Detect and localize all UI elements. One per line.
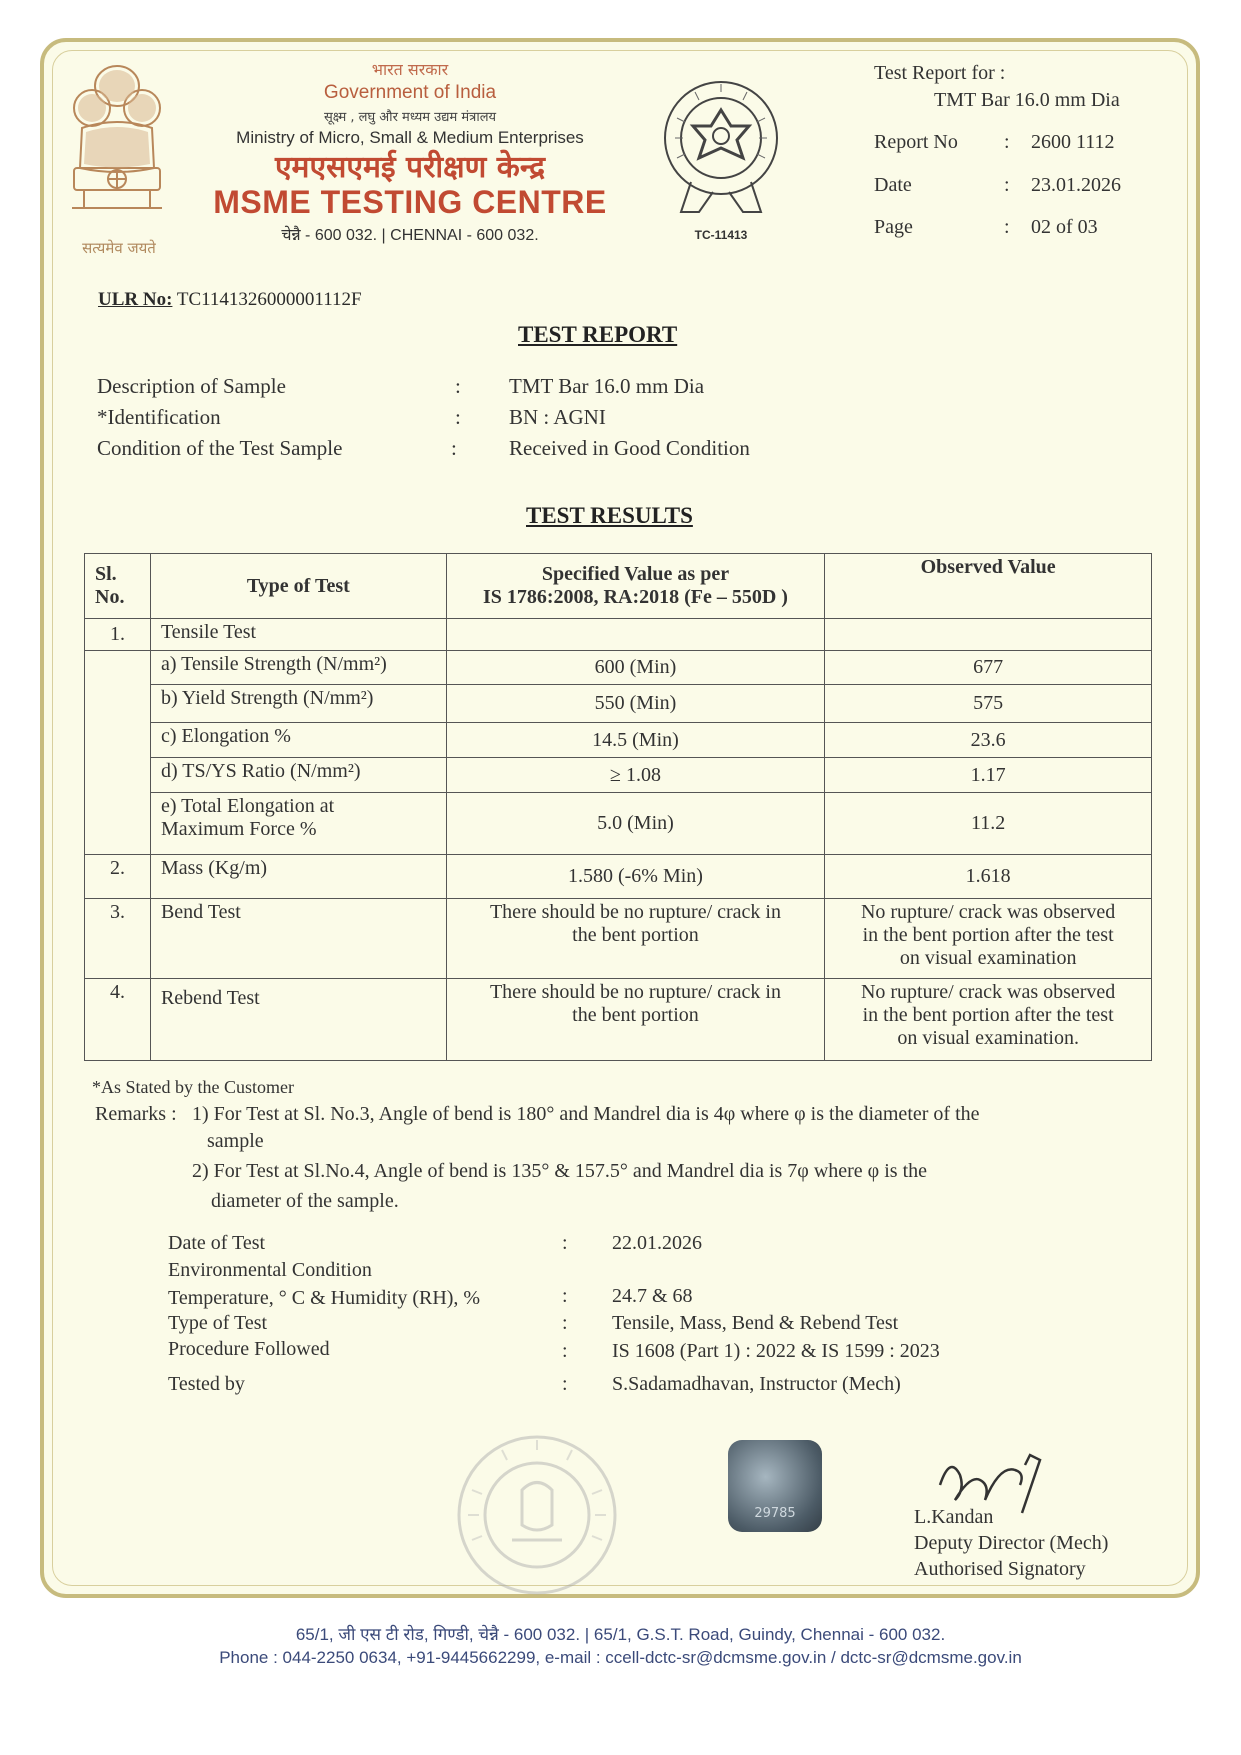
cell-observed [825, 619, 1152, 651]
cell-sl: 4. [85, 979, 151, 1061]
cell-spec-line1: There should be no rupture/ crack in [489, 981, 781, 1003]
cell-type: d) TS/YS Ratio (N/mm²) [150, 758, 446, 793]
table-row [85, 651, 1152, 685]
table-row [85, 899, 1152, 979]
detail-value-type: Tensile, Mass, Bend & Rebend Test [612, 1312, 899, 1334]
table-row [85, 619, 1152, 651]
cell-spec-line2: the bent portion [572, 924, 699, 946]
test-report-title: TEST REPORT [518, 322, 678, 347]
test-report-for-label: Test Report for : [874, 62, 1006, 84]
detail-value-date: 22.01.2026 [612, 1232, 702, 1254]
cell-obs-line2: in the bent portion after the test [862, 1004, 1114, 1026]
detail-label-temperature: Temperature, ° C & Humidity (RH), % [168, 1287, 481, 1309]
cell-spec-line2: the bent portion [572, 1004, 699, 1026]
date-colon: : [1004, 174, 1010, 196]
cell-spec-line1: There should be no rupture/ crack in [489, 901, 781, 923]
header-specified-value [446, 554, 825, 619]
table-row [85, 758, 1152, 793]
national-emblem-icon [62, 58, 172, 216]
seal-code: TC-11413 [694, 228, 748, 242]
detail-colon: : [562, 1312, 568, 1334]
centre-hindi: एमएसएमई परीक्षण केन्द्र [274, 150, 546, 185]
signatory-designation: Deputy Director (Mech) [914, 1532, 1109, 1554]
remark-2-line1: 2) For Test at Sl.No.4, Angle of bend is 135° & 157.5° and Mandrel dia is 7φ where φ is the [192, 1160, 927, 1182]
cell-type: Tensile Test [150, 619, 446, 651]
cell-obs-line3: on visual examination [899, 947, 1077, 969]
cell-spec [446, 899, 825, 979]
cell-type: Bend Test [150, 899, 446, 979]
header-spec-line2: IS 1786:2008, RA:2018 (Fe – 550D ) [482, 586, 788, 608]
detail-label-environment: Environmental Condition [168, 1259, 372, 1281]
emblem-motto: सत्यमेव जयते [82, 239, 156, 257]
header-type-of-test: Type of Test [150, 554, 446, 619]
footer-address: 65/1, जी एस टी रोड, गिण्डी, चेन्नै - 600 032. | 65/1, G.S.T. Road, Guindy, Chennai - 600 032. [295, 1625, 946, 1644]
ministry-hindi: सूक्ष्म , लघु और मध्यम उद्यम मंत्रालय [323, 110, 497, 125]
detail-value-tested-by: S.Sadamadhavan, Instructor (Mech) [612, 1373, 901, 1395]
page-colon: : [1004, 216, 1010, 238]
cell-type-line1: e) Total Elongation at [160, 795, 335, 817]
detail-colon: : [562, 1285, 568, 1307]
detail-colon: : [562, 1373, 568, 1395]
cell-type: c) Elongation % [150, 723, 446, 758]
cell-type: a) Tensile Strength (N/mm²) [150, 651, 446, 685]
cell-spec: ≥ 1.08 [446, 758, 825, 793]
cell-spec: 600 (Min) [446, 651, 825, 685]
date-value: 23.01.2026 [1031, 174, 1121, 196]
sample-label-identification: *Identification [97, 405, 221, 429]
table-row [85, 685, 1152, 723]
cell-spec: 14.5 (Min) [446, 723, 825, 758]
detail-label-type: Type of Test [168, 1312, 268, 1334]
hologram-number: 29785 [754, 1506, 796, 1521]
cell-obs-line3: on visual examination. [897, 1027, 1079, 1049]
test-results-title: TEST RESULTS [526, 503, 693, 528]
detail-value-procedure: IS 1608 (Part 1) : 2022 & IS 1599 : 2023 [612, 1340, 940, 1362]
cell-obs-line1: No rupture/ crack was observed [860, 901, 1116, 923]
report-no-value: 2600 1112 [1031, 131, 1115, 153]
signatory-name: L.Kandan [914, 1506, 994, 1528]
gov-english: Government of India [323, 82, 497, 103]
centre-address: चेन्नै - 600 032. | CHENNAI - 600 032. [281, 227, 539, 244]
remarks-label: Remarks : [95, 1103, 177, 1125]
sample-value-identification: BN : AGNI [509, 405, 606, 429]
centre-english: MSME TESTING CENTRE [213, 184, 607, 220]
cell-spec: 1.580 (-6% Min) [446, 855, 825, 899]
cell-spec [446, 979, 825, 1061]
sample-value-description: TMT Bar 16.0 mm Dia [509, 374, 705, 398]
cell-observed: 677 [825, 651, 1152, 685]
remark-1-line1: 1) For Test at Sl. No.3, Angle of bend is 180° and Mandrel dia is 4φ where φ is the diameter of the [192, 1103, 980, 1125]
test-results-table [84, 553, 1152, 1061]
header-sl-no [85, 554, 151, 619]
signatory-role: Authorised Signatory [914, 1558, 1086, 1580]
cell-spec: 550 (Min) [446, 685, 825, 723]
report-no-colon: : [1004, 131, 1010, 153]
ulr-label: ULR No: [98, 289, 173, 310]
cell-observed [825, 899, 1152, 979]
ulr-value: TC1141326000001112F [176, 289, 362, 310]
cell-observed [825, 979, 1152, 1061]
remark-2-line2: diameter of the sample. [211, 1190, 399, 1212]
cell-sl: 3. [85, 899, 151, 979]
cell-observed: 1.618 [825, 855, 1152, 899]
table-header-row [85, 554, 1152, 619]
cell-spec [446, 619, 825, 651]
cell-sl: 1. [85, 619, 151, 651]
sample-value-condition: Received in Good Condition [509, 436, 750, 460]
cell-sl [85, 651, 151, 855]
table-row [85, 855, 1152, 899]
cell-observed: 11.2 [825, 793, 1152, 855]
page-value: 02 of 03 [1031, 216, 1098, 238]
cell-observed: 1.17 [825, 758, 1152, 793]
sample-colon: : [455, 405, 461, 429]
cell-observed: 575 [825, 685, 1152, 723]
detail-value-temperature: 24.7 & 68 [612, 1285, 693, 1307]
detail-label-date: Date of Test [168, 1232, 266, 1254]
detail-colon: : [562, 1340, 568, 1362]
sample-colon: : [455, 374, 461, 398]
gov-hindi: भारत सरकार [371, 60, 449, 79]
cell-sl: 2. [85, 855, 151, 899]
office-stamp-icon [452, 1430, 622, 1600]
cell-type: b) Yield Strength (N/mm²) [150, 685, 446, 723]
cell-type-line2: Maximum Force % [160, 818, 317, 840]
ministry-english: Ministry of Micro, Small & Medium Enterprises [236, 128, 584, 147]
table-row [85, 723, 1152, 758]
header-sl-line2: No. [95, 586, 125, 608]
table-row [85, 979, 1152, 1061]
report-no-label: Report No [874, 131, 958, 153]
detail-label-procedure: Procedure Followed [168, 1338, 330, 1360]
sample-label-condition: Condition of the Test Sample [97, 436, 343, 460]
date-label: Date [874, 174, 912, 196]
footnote: *As Stated by the Customer [92, 1077, 294, 1097]
cell-spec: 5.0 (Min) [446, 793, 825, 855]
cell-type: Mass (Kg/m) [150, 855, 446, 899]
detail-colon: : [562, 1232, 568, 1254]
cell-obs-line2: in the bent portion after the test [862, 924, 1114, 946]
header-sl-line1: Sl. [95, 563, 117, 585]
accreditation-seal-icon [655, 78, 787, 220]
test-report-for-value: TMT Bar 16.0 mm Dia [934, 89, 1120, 111]
cell-type [150, 793, 446, 855]
sample-colon: : [451, 436, 457, 460]
remark-1-line2: sample [207, 1130, 264, 1152]
header-observed-value: Observed Value [825, 554, 1152, 619]
page-label: Page [874, 216, 913, 238]
footer-contact: Phone : 044-2250 0634, +91-9445662299, e-mail : ccell-dctc-sr@dcmsme.gov.in / dctc-sr@dcmsme.gov.in [219, 1648, 1022, 1667]
detail-label-tested-by: Tested by [168, 1373, 245, 1395]
signature-icon [930, 1445, 1050, 1515]
cell-observed: 23.6 [825, 723, 1152, 758]
sample-label-description: Description of Sample [97, 374, 286, 398]
ulr-number [98, 289, 362, 311]
table-row [85, 793, 1152, 855]
cell-obs-line1: No rupture/ crack was observed [860, 981, 1116, 1003]
header-spec-line1: Specified Value as per [541, 563, 730, 585]
cell-type: Rebend Test [150, 979, 446, 1061]
